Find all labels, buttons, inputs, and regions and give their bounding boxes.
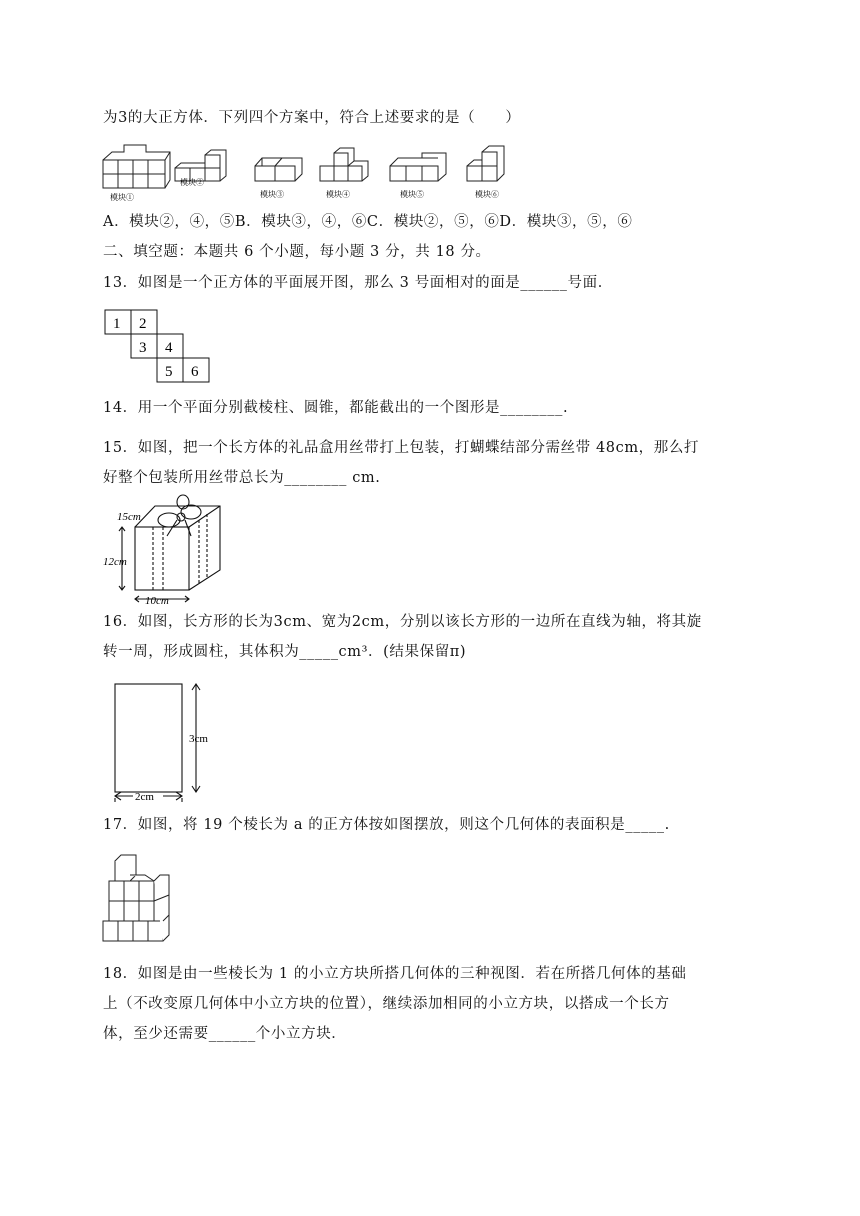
q13-cube-net bbox=[103, 308, 213, 386]
q16-length-label: 3cm bbox=[189, 733, 208, 745]
module-4-icon bbox=[320, 148, 368, 181]
section-2-heading: 二、填空题：本题共 6 个小题，每小题 3 分，共 18 分。 bbox=[103, 244, 491, 260]
q16-text-line1: 16．如图，长方形的长为3cm、宽为2cm，分别以该长方形的一边所在直线为轴，将其旋 bbox=[103, 614, 702, 630]
q15-text-line2: 好整个包装所用丝带总长为________ cm. bbox=[103, 470, 381, 486]
q15-text-line1: 15．如图，把一个长方体的礼品盒用丝带打上包装，打蝴蝶结部分需丝带 48cm，那么打 bbox=[103, 440, 700, 456]
net-face-6: 6 bbox=[191, 364, 199, 380]
q12-modules-figure bbox=[100, 140, 520, 206]
q12-options: A．模块②，④，⑤B．模块③，④，⑥C．模块②，⑤，⑥D．模块③，⑤，⑥ bbox=[103, 214, 633, 230]
q18-text-line3: 体，至少还需要______个小立方块． bbox=[103, 1026, 347, 1042]
q13-text: 13．如图是一个正方体的平面展开图，那么 3 号面相对的面是______号面． bbox=[103, 275, 613, 291]
q15-depth-label: 15cm bbox=[117, 511, 141, 523]
q15-height-label: 12cm bbox=[103, 556, 127, 568]
module-5-icon bbox=[390, 153, 446, 181]
module-1-label: 模块① bbox=[110, 193, 134, 202]
q15-width-label: 10cm bbox=[145, 595, 169, 607]
q12-text: 为3的大正方体．下列四个方案中，符合上述要求的是（ ） bbox=[103, 110, 521, 126]
module-2-label: 模块② bbox=[180, 178, 204, 187]
module-5-label: 模块⑤ bbox=[400, 190, 424, 199]
module-6-icon bbox=[467, 146, 504, 181]
q14-text: 14．用一个平面分别截棱柱、圆锥，都能截出的一个图形是________. bbox=[103, 400, 569, 416]
q16-rectangle-figure bbox=[103, 676, 233, 808]
module-2-icon bbox=[175, 150, 226, 181]
module-4-label: 模块④ bbox=[326, 190, 350, 199]
net-face-2: 2 bbox=[139, 316, 147, 332]
module-1-icon bbox=[103, 145, 170, 188]
q17-text: 17．如图，将 19 个棱长为 a 的正方体按如图摆放，则这个几何体的表面积是_____. bbox=[103, 817, 670, 833]
net-face-3: 3 bbox=[139, 340, 147, 356]
q17-stacked-cubes-figure bbox=[101, 849, 175, 945]
q18-text-line1: 18．如图是由一些棱长为 1 的小立方块所搭几何体的三种视图．若在所搭几何体的基础 bbox=[103, 966, 687, 982]
q16-width-label: 2cm bbox=[135, 791, 154, 803]
net-face-5: 5 bbox=[165, 364, 173, 380]
net-face-1: 1 bbox=[113, 316, 121, 332]
module-6-label: 模块⑥ bbox=[475, 190, 499, 199]
q16-text-line2: 转一周，形成圆柱，其体积为_____cm³．(结果保留π) bbox=[103, 644, 467, 660]
q15-gift-box-figure bbox=[103, 492, 228, 607]
net-face-4: 4 bbox=[165, 340, 173, 356]
module-3-icon bbox=[255, 158, 302, 181]
q18-text-line2: 上（不改变原几何体中小立方块的位置），继续添加相同的小立方块，以搭成一个长方 bbox=[103, 996, 670, 1012]
module-3-label: 模块③ bbox=[260, 190, 284, 199]
